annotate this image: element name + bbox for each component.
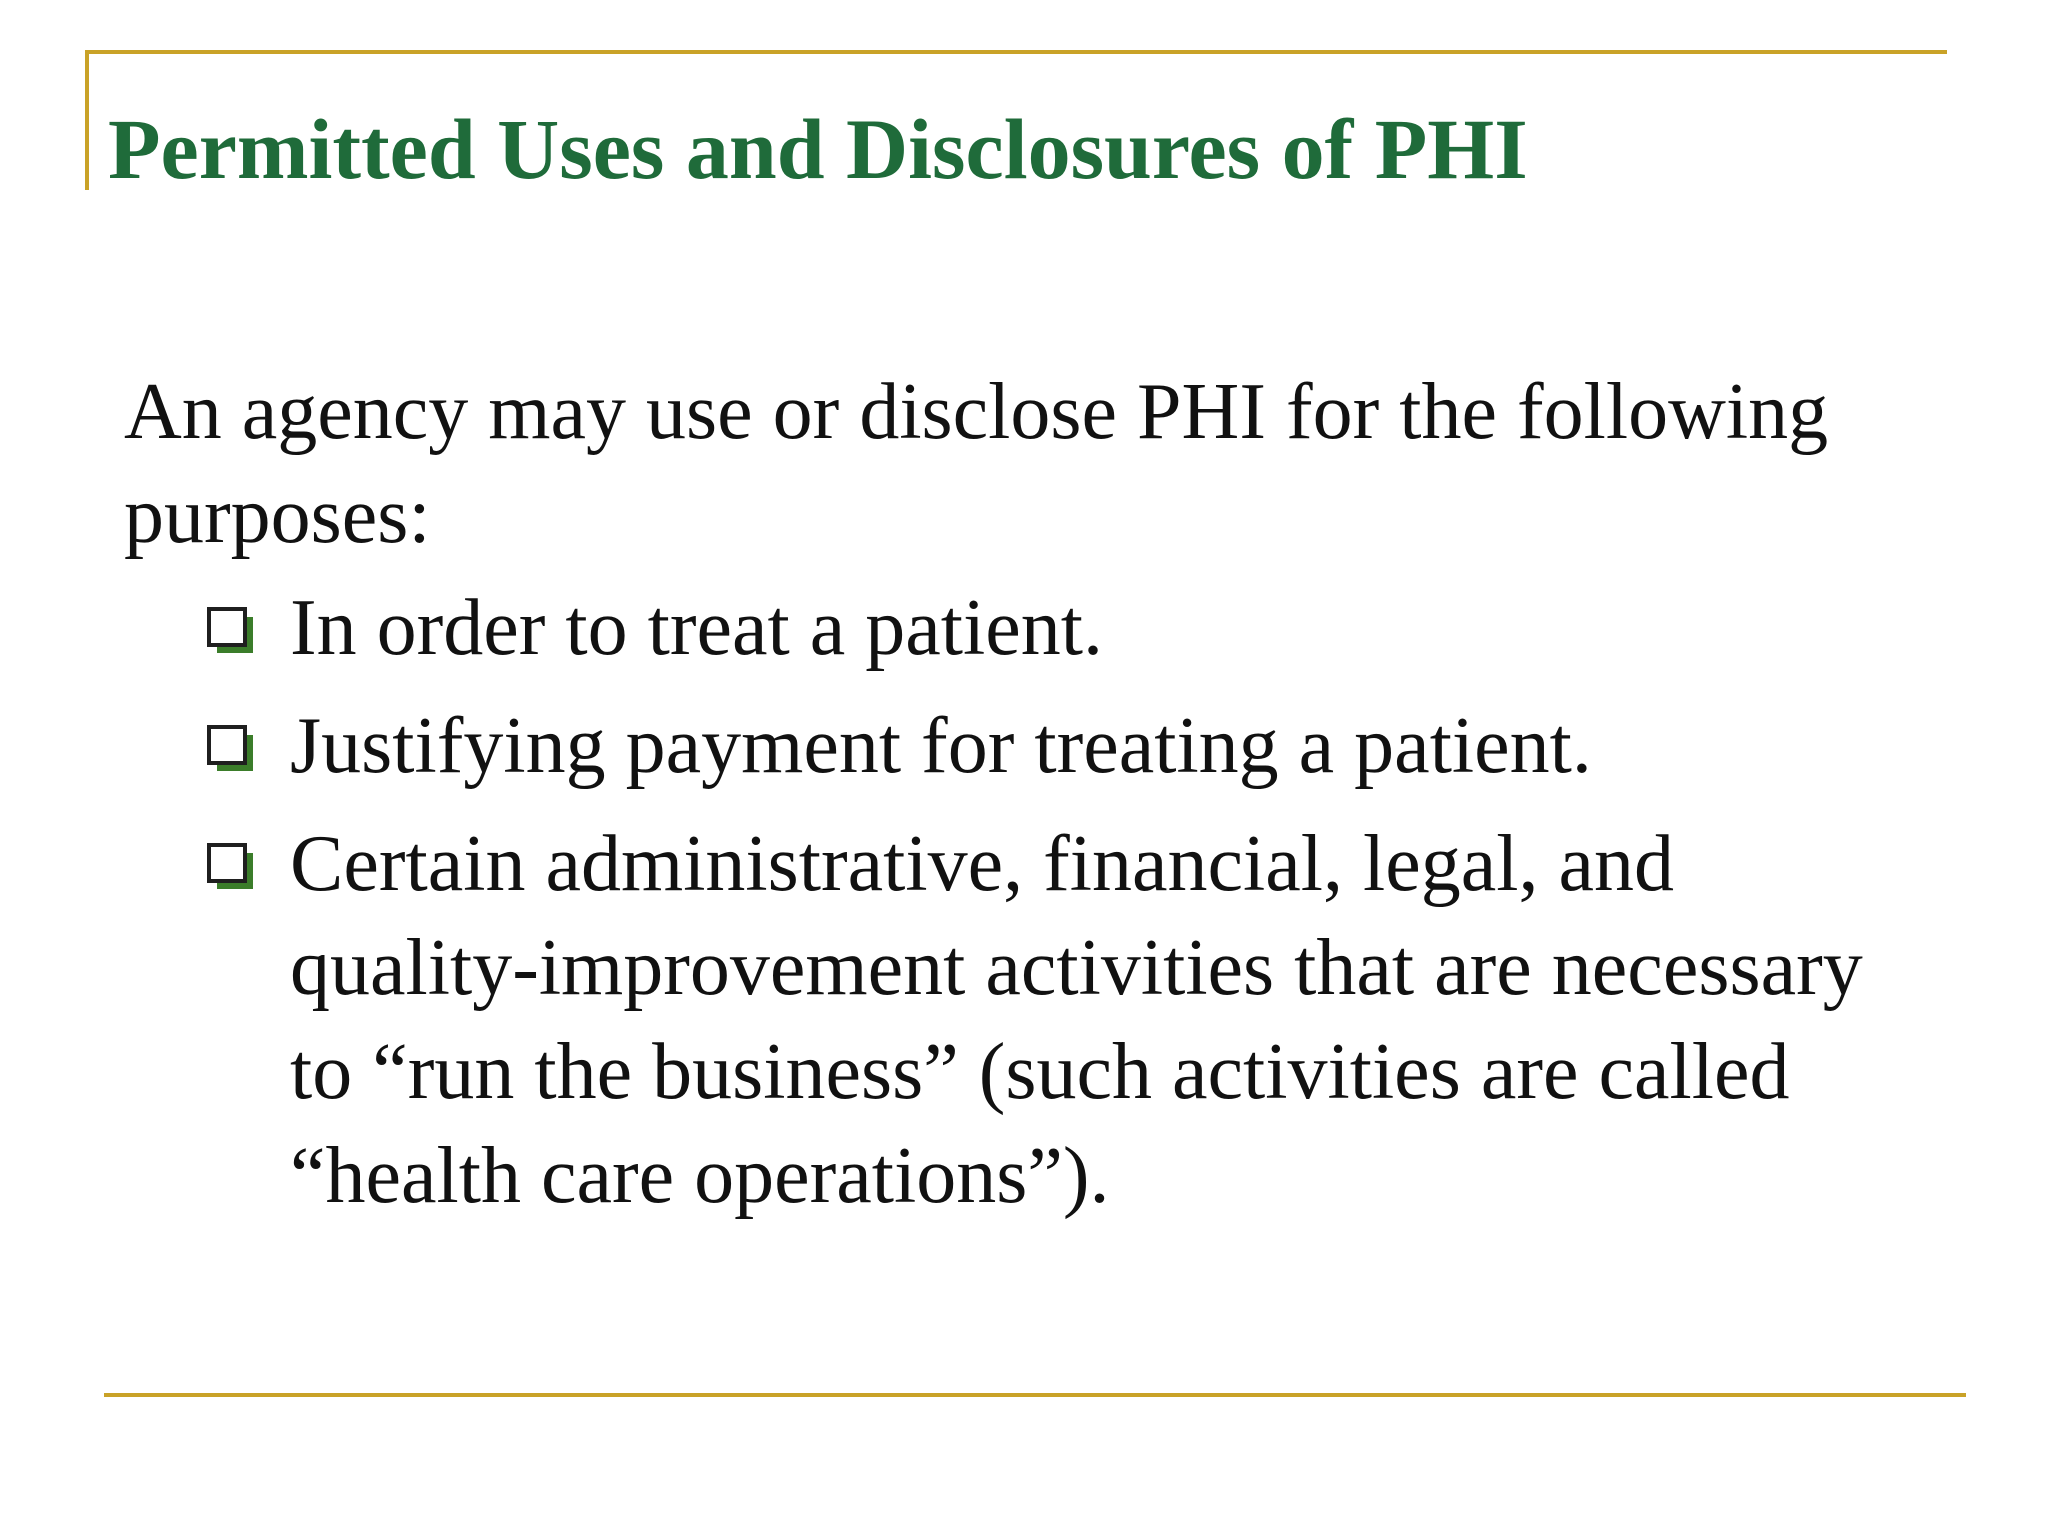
slide-body xyxy=(124,360,1924,1242)
bullet-item xyxy=(204,576,1910,680)
slide-title: Permitted Uses and Disclosures of PHI xyxy=(108,101,1528,197)
bullet-text: Certain administrative, financial, legal, and quality-improvement activities that are necessary to “run the business” (such activities are called “health care operations”). xyxy=(290,820,1863,1220)
left-accent-rule xyxy=(85,50,89,190)
bullet-text: Justifying payment for treating a patient. xyxy=(290,702,1592,790)
bullet-item xyxy=(204,694,1910,798)
checkbox-bullet-icon xyxy=(206,606,256,656)
checkbox-bullet-icon xyxy=(206,724,256,774)
checkbox-bullet-icon xyxy=(206,842,256,892)
bottom-accent-rule xyxy=(104,1393,1966,1397)
bullet-item xyxy=(204,812,1910,1228)
bullet-text: In order to treat a patient. xyxy=(290,584,1103,672)
bullet-list xyxy=(204,576,1924,1228)
intro-text: An agency may use or disclose PHI for the following purposes: xyxy=(124,368,1829,560)
top-accent-rule xyxy=(85,50,1947,54)
